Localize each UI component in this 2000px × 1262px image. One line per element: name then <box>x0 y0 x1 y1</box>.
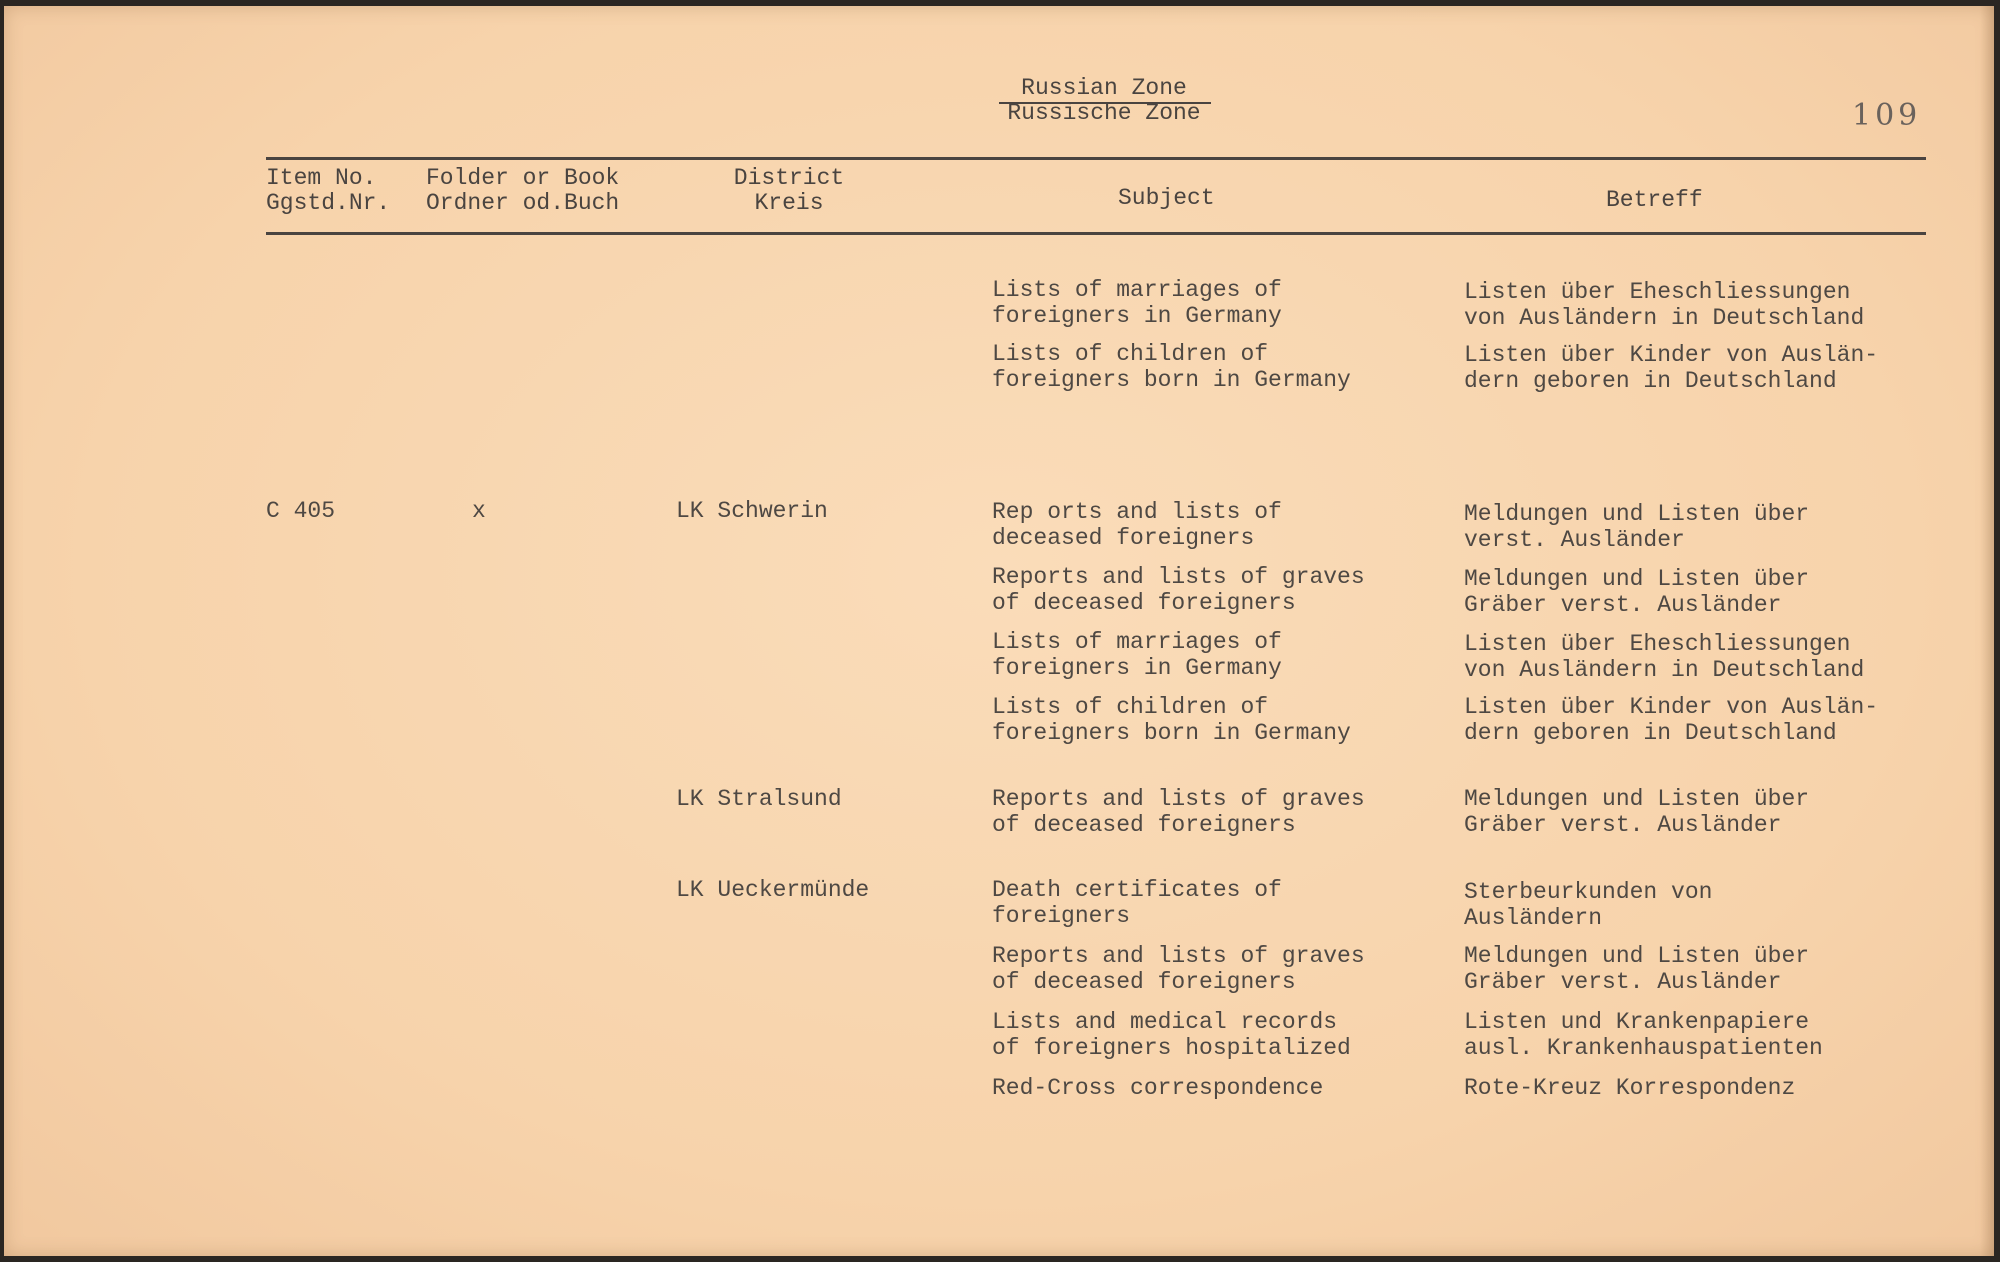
row-11-betreff: Rote-Kreuz Korrespondenz <box>1464 1075 1796 1101</box>
row-7-betreff: Meldungen und Listen über Gräber verst. Ausländer <box>1464 786 1810 838</box>
column-header-district-en: District <box>733 165 845 191</box>
column-header-district-de: Kreis <box>754 190 824 216</box>
row-10-subject: Lists and medical records of foreigners hospitalized <box>992 1009 1351 1061</box>
row-1-betreff: Listen über Eheschliessungen von Ausländern in Deutschland <box>1464 279 1865 331</box>
row-5-subject: Lists of marriages of foreigners in Germany <box>992 629 1282 681</box>
document-page <box>4 6 1994 1256</box>
column-header-betreff: Betreff <box>1606 187 1703 213</box>
row-3-district: LK Schwerin <box>676 498 828 524</box>
row-2-betreff: Listen über Kinder von Auslän- dern geboren in Deutschland <box>1464 342 1879 394</box>
column-header-folder-de: Ordner od.Buch <box>426 190 620 216</box>
row-8-district: LK Ueckermünde <box>676 877 870 903</box>
column-header-item-de: Ggstd.Nr. <box>266 190 391 216</box>
header-bottom-rule <box>266 232 1926 235</box>
row-4-subject: Reports and lists of graves of deceased foreigners <box>992 564 1365 616</box>
column-header-district <box>724 166 854 216</box>
row-9-subject: Reports and lists of graves of deceased foreigners <box>992 943 1365 995</box>
column-header-folder-en: Folder or Book <box>426 165 620 191</box>
zone-title-german: Russische Zone <box>1007 100 1201 126</box>
row-3-betreff: Meldungen und Listen über verst. Ausländer <box>1464 501 1810 553</box>
row-11-subject: Red-Cross correspondence <box>992 1075 1324 1101</box>
column-header-subject: Subject <box>1118 185 1215 211</box>
row-3-subject: Rep orts and lists of deceased foreigners <box>992 499 1282 551</box>
row-7-subject: Reports and lists of graves of deceased foreigners <box>992 786 1365 838</box>
row-8-betreff: Sterbeurkunden von Ausländern <box>1464 879 1713 931</box>
row-9-betreff: Meldungen und Listen über Gräber verst. Ausländer <box>1464 943 1810 995</box>
page-edge-shadow <box>1980 6 1994 1256</box>
row-1-subject: Lists of marriages of foreigners in Germany <box>992 277 1282 329</box>
row-7-district: LK Stralsund <box>676 786 842 812</box>
row-6-subject: Lists of children of foreigners born in Germany <box>992 694 1351 746</box>
row-2-subject: Lists of children of foreigners born in Germany <box>992 341 1351 393</box>
zone-title <box>989 76 1219 126</box>
row-10-betreff: Listen und Krankenpapiere ausl. Krankenhauspatienten <box>1464 1009 1823 1061</box>
row-8-subject: Death certificates of foreigners <box>992 877 1282 929</box>
row-3-folder-mark: x <box>472 498 486 524</box>
zone-title-underline-1 <box>999 102 1211 104</box>
column-header-item <box>266 166 390 216</box>
header-top-rule <box>266 157 1926 160</box>
row-4-betreff: Meldungen und Listen über Gräber verst. Ausländer <box>1464 566 1810 618</box>
page-number: 109 <box>1852 98 1922 133</box>
column-header-folder <box>426 166 619 216</box>
row-5-betreff: Listen über Eheschliessungen von Ausländern in Deutschland <box>1464 631 1865 683</box>
column-header-item-en: Item No. <box>266 165 377 191</box>
row-3-item-number: C 405 <box>266 498 336 524</box>
row-6-betreff: Listen über Kinder von Auslän- dern geboren in Deutschland <box>1464 694 1879 746</box>
zone-title-english: Russian Zone <box>1021 75 1187 101</box>
